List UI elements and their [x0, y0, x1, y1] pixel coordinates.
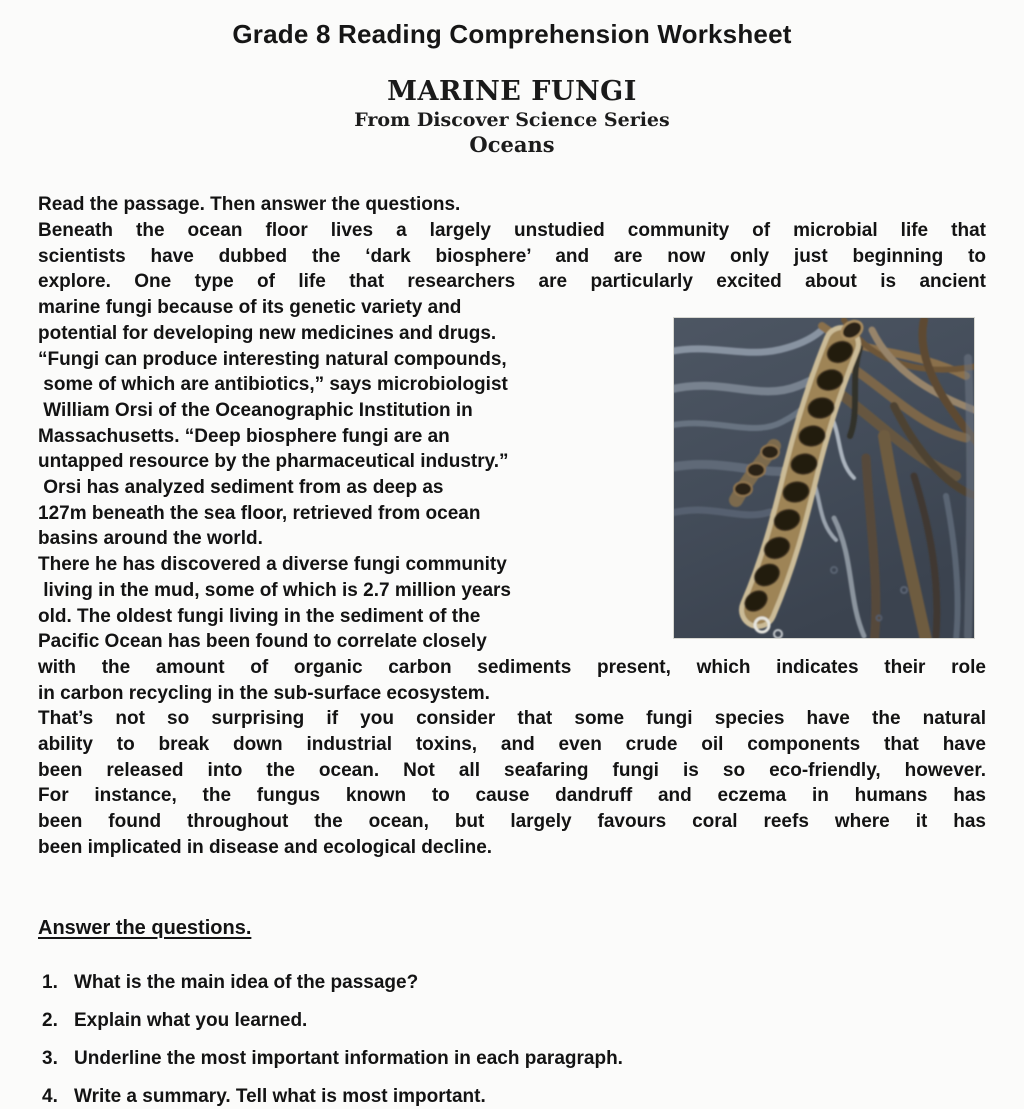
passage-line: For instance, the fungus known to cause dandruff and eczema in humans has	[38, 785, 986, 807]
passage-line: been implicated in disease and ecological decline.	[38, 836, 493, 858]
passage-line: scientists have dubbed the ‘dark biosphere’ and are now only just beginning to	[38, 245, 986, 267]
question-text: What is the main idea of the passage?	[74, 971, 419, 993]
fungi-micrograph-svg	[674, 318, 974, 638]
passage-line: some of which are antibiotics,” says microbiologist	[38, 374, 508, 396]
passage-line: basins around the world.	[38, 528, 263, 550]
question-item	[38, 1009, 986, 1033]
question-item	[38, 1085, 986, 1109]
passage-line: been found throughout the ocean, but largely favours coral reefs where it has	[38, 811, 986, 833]
passage-instruction: Read the passage. Then answer the questions.	[38, 194, 461, 215]
passage-line: with the amount of organic carbon sediments present, which indicates their role	[38, 656, 986, 678]
question-number: 1.	[42, 971, 58, 993]
passage-line: William Orsi of the Oceanographic Institution in	[38, 399, 473, 421]
passage-topic: Oceans	[469, 132, 555, 157]
passage-title: MARINE FUNGI	[387, 76, 637, 107]
fungi-micrograph-image	[674, 318, 974, 638]
passage-line: ability to break down industrial toxins, and even crude oil components that have	[38, 734, 986, 756]
worksheet-title: Grade 8 Reading Comprehension Worksheet	[232, 19, 792, 49]
passage-line: potential for developing new medicines and drugs.	[38, 322, 497, 344]
question-text: Write a summary. Tell what is most important.	[74, 1085, 486, 1107]
passage-line: Pacific Ocean has been found to correlate closely	[38, 631, 487, 653]
question-number: 4.	[42, 1085, 58, 1107]
passage-line: living in the mud, some of which is 2.7 million years	[38, 579, 511, 601]
passage-source: From Discover Science Series	[354, 109, 670, 131]
passage-line: marine fungi because of its genetic variety and	[38, 297, 462, 319]
question-item	[38, 1047, 986, 1071]
passage-line: “Fungi can produce interesting natural compounds,	[38, 348, 507, 370]
passage-line: 127m beneath the sea floor, retrieved from ocean	[38, 502, 481, 524]
question-text: Underline the most important information in each paragraph.	[74, 1047, 623, 1069]
passage-line: Beneath the ocean floor lives a largely unstudied community of microbial life that	[38, 220, 986, 241]
question-number: 2.	[42, 1009, 58, 1031]
question-text: Explain what you learned.	[74, 1009, 308, 1031]
answer-questions-heading: Answer the questions.	[38, 916, 252, 939]
passage-line: Massachusetts. “Deep biosphere fungi are an	[38, 425, 450, 447]
passage-line: There he has discovered a diverse fungi community	[38, 554, 507, 576]
question-number: 3.	[42, 1047, 58, 1069]
passage-line: untapped resource by the pharmaceutical industry.”	[38, 451, 509, 473]
passage-line: Orsi has analyzed sediment from as deep as	[38, 477, 444, 499]
passage-line: in carbon recycling in the sub-surface ecosystem.	[38, 682, 490, 704]
passage-line: That’s not so surprising if you consider that some fungi species have the natural	[38, 708, 986, 730]
passage-line: explore. One type of life that researchers are particularly excited about is ancient	[38, 271, 986, 293]
passage-line: old. The oldest fungi living in the sediment of the	[38, 605, 481, 627]
questions-list	[38, 971, 986, 1109]
question-item	[38, 971, 986, 995]
passage-line: been released into the ocean. Not all seafaring fungi is so eco-friendly, however.	[38, 759, 986, 781]
